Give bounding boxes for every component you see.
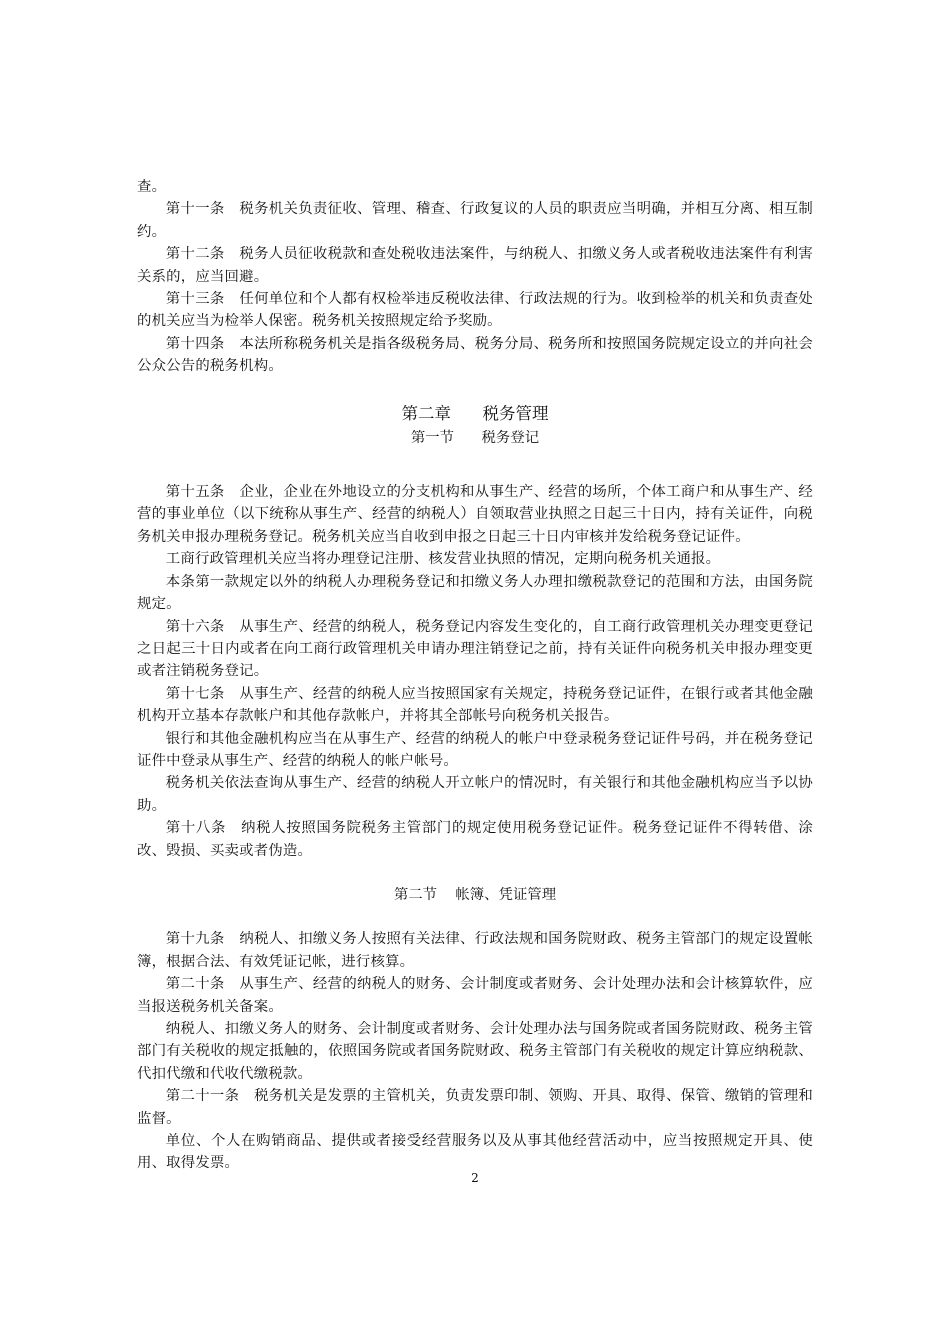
- article-15-para-3: 本条第一款规定以外的纳税人办理税务登记和扣缴义务人办理扣缴税款登记的范围和方法，由国务院规定。: [137, 573, 813, 613]
- article-14: 第十四条 本法所称税务机关是指各级税务局、税务分局、税务所和按照国务院规定设立的并向社会公众公告的税务机构。: [137, 335, 813, 375]
- article-21-para-2: 单位、个人在购销商品、提供或者接受经营服务以及从事其他经营活动中，应当按照规定开具、使用、取得发票。: [137, 1133, 813, 1172]
- article-20: 第二十条 从事生产、经营的纳税人的财务、会计制度或者财务、会计处理办法和会计核算软件，应当报送税务机关备案。: [137, 976, 813, 1015]
- article-17-para-3: 税务机关依法查询从事生产、经营的纳税人开立帐户的情况时，有关银行和其他金融机构应当予以协助。: [137, 775, 813, 814]
- section-2-number: 第二节: [393, 886, 438, 903]
- article-21: 第二十一条 税务机关是发票的主管机关，负责发票印制、领购、开具、取得、保管、缴销的管理和监督。: [137, 1088, 813, 1127]
- article-15-para-2: 工商行政管理机关应当将办理登记注册、核发营业执照的情况，定期向税务机关通报。: [165, 551, 721, 568]
- chapter-title: 税务管理: [482, 403, 549, 423]
- article-11: 第十一条 税务机关负责征收、管理、稽查、行政复议的人员的职责应当明确，并相互分离、相互制约。: [137, 201, 813, 240]
- section-2-heading: [137, 884, 813, 906]
- section-1-title: 税务登记: [481, 429, 540, 446]
- section-1-heading: [137, 427, 813, 449]
- articles-block-3: [137, 928, 813, 1174]
- article-19: 第十九条 纳税人、扣缴义务人按照有关法律、行政法规和国务院财政、税务主管部门的规定设置帐簿，根据合法、有效凭证记帐，进行核算。: [137, 931, 813, 970]
- leading-text: 查。: [137, 179, 167, 195]
- article-20-para-2: 纳税人、扣缴义务人的财务、会计制度或者财务、会计处理办法与国务院或者国务院财政、税务主管部门有关税收的规定抵触的，依照国务院或者国务院财政、税务主管部门有关税收的规定计算应纳税款、代扣代缴和代收代缴税款。: [137, 1021, 813, 1082]
- article-18: 第十八条 纳税人按照国务院税务主管部门的规定使用税务登记证件。税务登记证件不得转借、涂改、毁损、买卖或者伪造。: [137, 820, 813, 859]
- document-page: [137, 176, 813, 1175]
- article-16: 第十六条 从事生产、经营的纳税人，税务登记内容发生变化的，自工商行政管理机关办理变更登记之日起三十日内或者在向工商行政管理机关申请办理注销登记之前，持有关证件向税务机关申报办理变更或者注销税务登记。: [137, 618, 813, 680]
- articles-block-1: [137, 198, 813, 377]
- page-number: 2: [471, 1171, 479, 1185]
- article-13: 第十三条 任何单位和个人都有权检举违反税收法律、行政法规的行为。收到检举的机关和负责查处的机关应当为检举人保密。税务机关按照规定给予奖励。: [137, 291, 813, 330]
- article-17-para-2: 银行和其他金融机构应当在从事生产、经营的纳税人的帐户中登录税务登记证件号码，并在税务登记证件中登录从事生产、经营的纳税人的帐户帐号。: [137, 730, 813, 769]
- article-17: 第十七条 从事生产、经营的纳税人应当按照国家有关规定，持税务登记证件，在银行或者其他金融机构开立基本存款帐户和其他存款帐户，并将其全部帐号向税务机关报告。: [137, 685, 813, 725]
- chapter-heading: [137, 402, 813, 426]
- articles-block-2: [137, 481, 813, 862]
- chapter-number: 第二章: [401, 403, 451, 423]
- article-15: 第十五条 企业，企业在外地设立的分支机构和从事生产、经营的场所，个体工商户和从事生产、经营的事业单位（以下统称从事生产、经营的纳税人）自领取营业执照之日起三十日内，持有关证件，向税务机关申报办理税务登记。税务机关应当自收到申报之日起三十日内审核并发给税务登记证件。: [137, 484, 813, 545]
- article-12: 第十二条 税务人员征收税款和查处税收违法案件，与纳税人、扣缴义务人或者税收违法案件有利害关系的，应当回避。: [137, 246, 813, 285]
- section-2-title: 帐簿、凭证管理: [455, 886, 557, 903]
- section-1-number: 第一节: [410, 429, 455, 446]
